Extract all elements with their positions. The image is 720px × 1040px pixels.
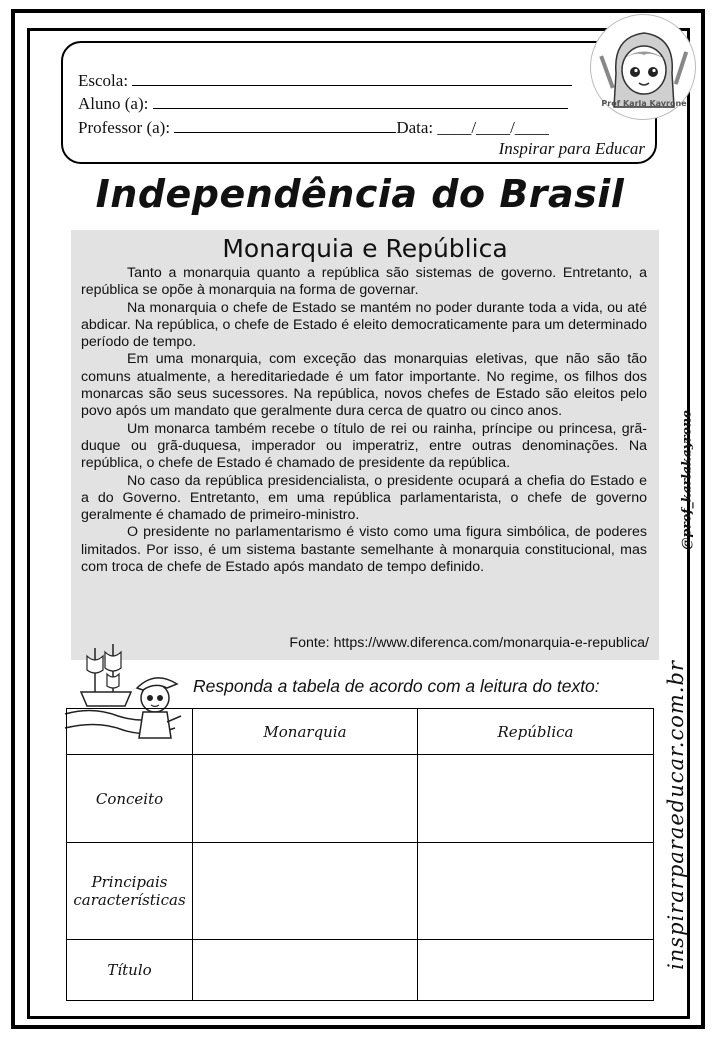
student-blank[interactable]: [153, 94, 568, 109]
teacher-blank[interactable]: [174, 118, 396, 133]
row-label-titulo: Título: [67, 940, 193, 1001]
source-citation: Fonte: https://www.diferenca.com/monarquia-e-republica/: [289, 635, 649, 651]
header-monarquia: Monarquia: [193, 709, 418, 755]
teacher-label: Professor (a):: [78, 118, 171, 137]
website-vertical: inspirarparaeducar.com.br: [664, 660, 688, 970]
student-line: [78, 94, 568, 114]
avatar-caption: Prof Karla Kayrone: [601, 99, 687, 108]
school-label: Escola:: [78, 71, 129, 90]
paragraph: Tanto a monarquia quanto a república são sistemas de governo. Entretanto, a república se opõe à monarquia na forma de governar.: [81, 265, 647, 299]
answer-cell[interactable]: [418, 940, 654, 1001]
school-blank[interactable]: [132, 71, 572, 86]
answer-table: [66, 708, 654, 1001]
table-corner: [67, 709, 193, 755]
teacher-avatar: [590, 14, 696, 120]
paragraph: Na monarquia o chefe de Estado se mantém no poder durante toda a vida, ou até abdicar. Na república, o chefe de Estado é eleito democraticamente para um determinado período de tempo.: [81, 299, 647, 351]
paragraph: O presidente no parlamentarismo é visto como uma figura simbólica, de poderes limitados. Por isso, é um sistema bastante semelhante à monarquia constitucional, mas com troca de chefe de Estado após mandato de tempo definido.: [81, 524, 647, 576]
header-republica: República: [418, 709, 654, 755]
row-label-line: Principais: [91, 873, 168, 891]
reading-text: [81, 265, 647, 576]
answer-cell[interactable]: [193, 755, 418, 843]
instruction-text: Responda a tabela de acordo com a leitura do texto:: [193, 676, 600, 696]
teacher-line: [78, 118, 549, 138]
row-label-line: características: [73, 891, 186, 909]
answer-cell[interactable]: [418, 755, 654, 843]
reading-text-box: [71, 230, 659, 660]
paragraph: Um monarca também recebe o título de rei ou rainha, príncipe ou princesa, grã-duque ou grã-duquesa, imperador ou imperatriz, entre outras denominações. Na república, o chefe de Estado é chamado de presidente da república.: [81, 420, 647, 472]
row-label-conceito: Conceito: [67, 755, 193, 843]
answer-cell[interactable]: [418, 843, 654, 940]
header-box: [61, 41, 657, 164]
text-subtitle: Monarquia e República: [222, 234, 508, 263]
paragraph: No caso da república presidencialista, o presidente ocupará a chefia do Estado e a do Governo. Entretanto, em uma república parlamentarista, o chefe de governo geralmente é chamado de primeiro-ministro.: [81, 472, 647, 524]
motto: Inspirar para Educar: [498, 139, 645, 158]
date-label: Data:: [396, 118, 434, 137]
row-label-caracteristicas: [67, 843, 193, 940]
page-title: Independência do Brasil: [95, 172, 625, 216]
answer-cell[interactable]: [193, 843, 418, 940]
school-line: [78, 71, 572, 91]
answer-cell[interactable]: [193, 940, 418, 1001]
paragraph: Em uma monarquia, com exceção das monarquias eletivas, que não são tão comuns atualmente, a hereditariedade é um fator importante. No regime, os filhos dos monarcas são seus sucessores. Na república, novos chefes de Estado são eleitos pelo povo após um mandato que geralmente dura cerca de quatro ou cinco anos.: [81, 351, 647, 420]
instagram-handle: @prof_karlakayrone: [678, 410, 694, 550]
date-blanks[interactable]: ____/____/____: [437, 118, 549, 137]
student-label: Aluno (a):: [78, 94, 149, 113]
